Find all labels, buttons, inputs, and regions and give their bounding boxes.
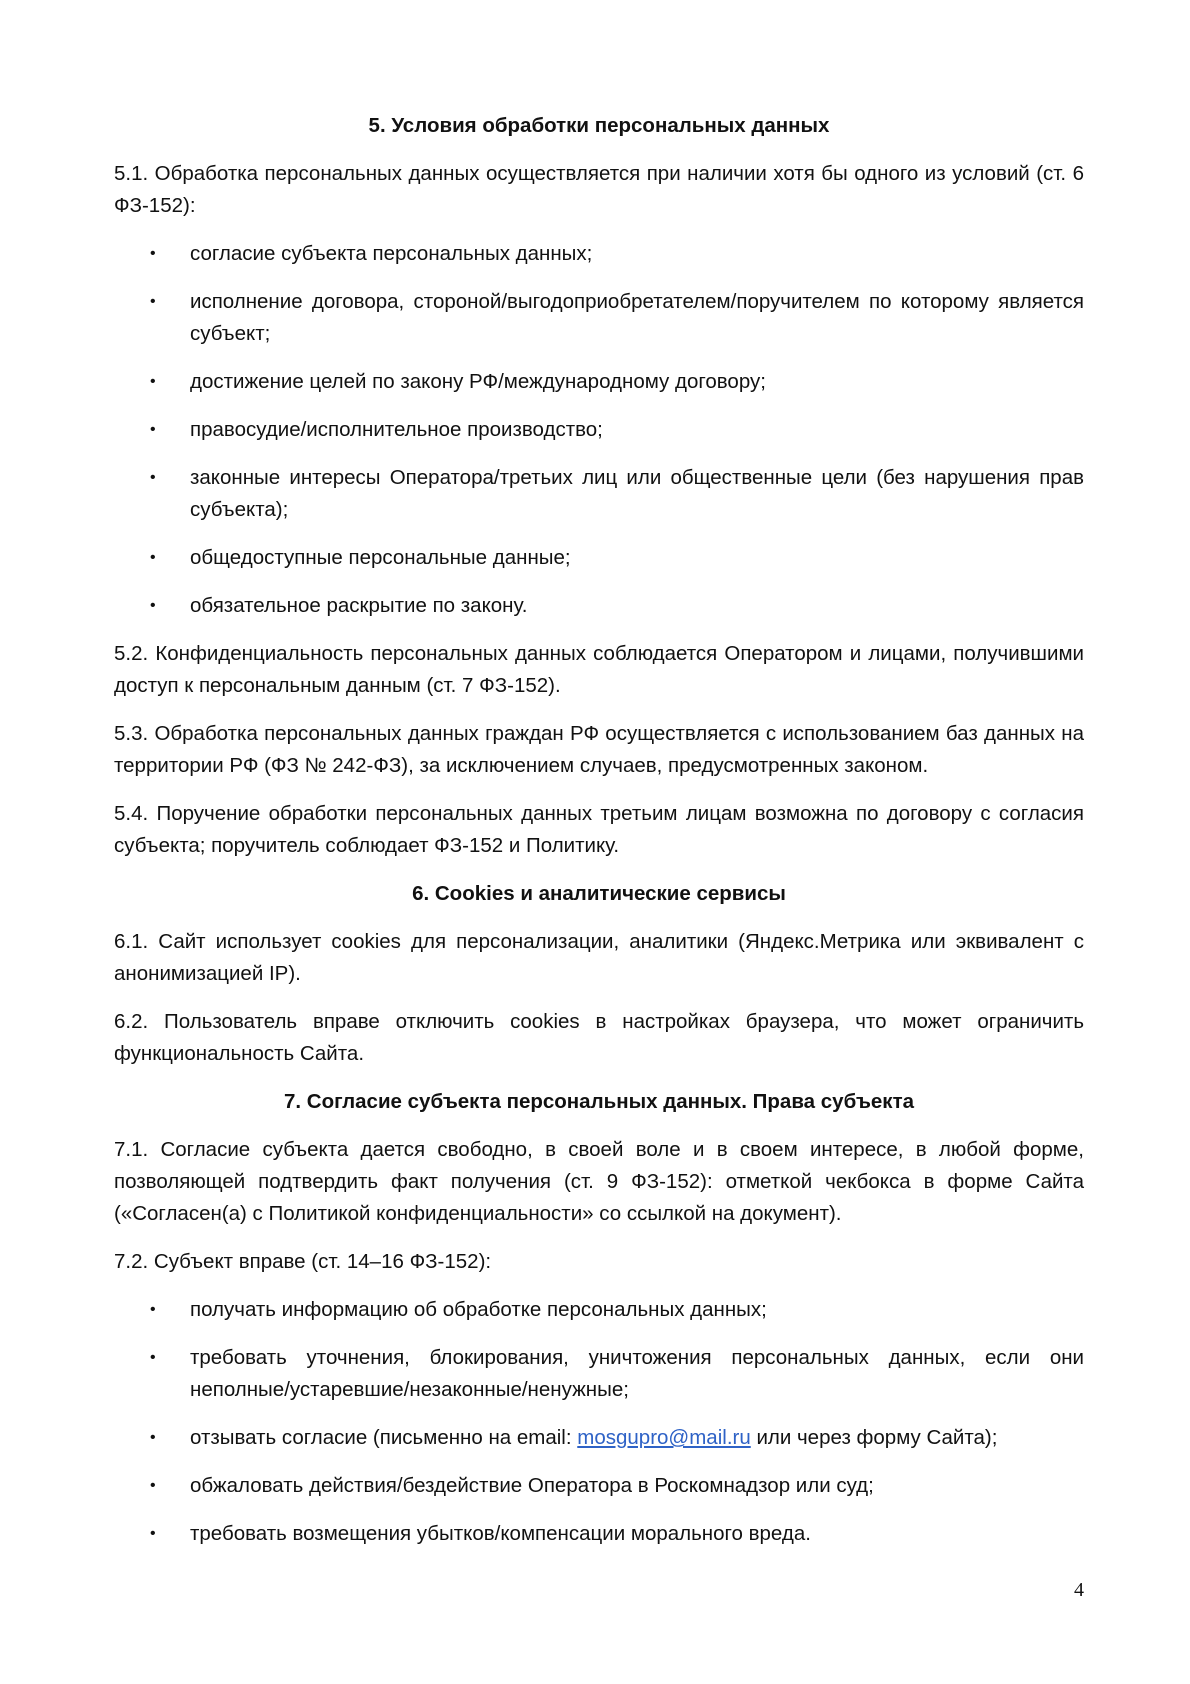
paragraph-5-3: 5.3. Обработка персональных данных граждан РФ осуществляется с использованием баз данных на территории РФ (ФЗ № 242-ФЗ), за исключением случаев, предусмотренных законом.: [114, 722, 1084, 777]
bullet-icon: •: [150, 1349, 156, 1366]
email-link[interactable]: mosgupro@mail.ru: [577, 1426, 751, 1449]
paragraph-5-4: 5.4. Поручение обработки персональных данных третьим лицам возможна по договору с согласия субъекта; поручитель соблюдает ФЗ-152 и Политику.: [114, 802, 1084, 857]
list-item: [114, 1294, 1084, 1326]
list-item-text: согласие субъекта персональных данных;: [190, 242, 593, 265]
list-item-text: получать информацию об обработке персональных данных;: [190, 1298, 767, 1321]
section-7-heading: 7. Согласие субъекта персональных данных. Права субъекта: [283, 1090, 915, 1113]
paragraph-6-1: 6.1. Сайт использует cookies для персонализации, аналитики (Яндекс.Метрика или эквивалент с анонимизацией IP).: [114, 930, 1084, 985]
list-item-text: правосудие/исполнительное производство;: [190, 418, 603, 441]
list-item-text: или через форму Сайта);: [750, 1426, 998, 1449]
bullet-icon: •: [150, 549, 156, 566]
list-item: [114, 1470, 1084, 1502]
list-item-text: обжаловать действия/бездействие Оператора в Роскомнадзор или суд;: [190, 1474, 874, 1497]
list-item-text: общедоступные персональные данные;: [190, 546, 571, 569]
bullet-icon: •: [150, 1301, 156, 1318]
list-item-text: требовать возмещения убытков/компенсации морального вреда.: [190, 1522, 811, 1545]
bullet-icon: •: [150, 293, 156, 310]
bullet-icon: •: [150, 1525, 156, 1542]
list-item-text: достижение целей по закону РФ/международному договору;: [190, 370, 766, 393]
list-item: [114, 462, 1084, 526]
paragraph-7-1: 7.1. Согласие субъекта дается свободно, в своей воле и в своем интересе, в любой форме, позволяющей подтвердить факт получения (ст. 9 ФЗ-152): отметкой чекбокса в форме Сайта («Согласен(а) с Политикой конфиденциальности» со ссылкой на документ).: [114, 1138, 1084, 1225]
list-item-text: отзывать согласие (письменно на email:: [190, 1426, 578, 1449]
list-item: [114, 286, 1084, 350]
list-item-text: обязательное раскрытие по закону.: [190, 594, 528, 617]
rights-list: [114, 1294, 1084, 1550]
document-page: [114, 110, 1084, 1566]
list-item: [114, 366, 1084, 398]
list-item: [114, 590, 1084, 622]
bullet-icon: •: [150, 597, 156, 614]
list-item: [114, 1422, 1084, 1454]
list-item: [114, 1518, 1084, 1550]
list-item: [114, 238, 1084, 270]
paragraph-5-2: 5.2. Конфиденциальность персональных данных соблюдается Оператором и лицами, получившими доступ к персональным данным (ст. 7 ФЗ-152).: [114, 642, 1084, 697]
conditions-list: [114, 238, 1084, 622]
bullet-icon: •: [150, 421, 156, 438]
bullet-icon: •: [150, 245, 156, 262]
list-item-text: исполнение договора, стороной/выгодоприобретателем/поручителем по которому является субъект;: [190, 290, 1084, 345]
bullet-icon: •: [150, 469, 156, 486]
bullet-icon: •: [150, 1477, 156, 1494]
list-item: [114, 542, 1084, 574]
list-item-text: законные интересы Оператора/третьих лиц или общественные цели (без нарушения прав субъекта);: [190, 466, 1084, 521]
list-item-text: требовать уточнения, блокирования, уничтожения персональных данных, если они неполные/устаревшие/незаконные/ненужные;: [190, 1346, 1084, 1401]
bullet-icon: •: [150, 1429, 156, 1446]
paragraph-6-2: 6.2. Пользователь вправе отключить cookies в настройках браузера, что может ограничить функциональность Сайта.: [114, 1010, 1084, 1065]
bullet-icon: •: [150, 373, 156, 390]
list-item: [114, 414, 1084, 446]
list-item: [114, 1342, 1084, 1406]
section-6-heading: 6. Cookies и аналитические сервисы: [412, 882, 786, 905]
paragraph-7-2: 7.2. Субъект вправе (ст. 14–16 ФЗ-152):: [114, 1250, 492, 1273]
page-number: 4: [1074, 1579, 1084, 1601]
section-5-heading: 5. Условия обработки персональных данных: [368, 114, 830, 137]
paragraph-5-1: 5.1. Обработка персональных данных осуществляется при наличии хотя бы одного из условий (ст. 6 ФЗ-152):: [114, 162, 1084, 217]
